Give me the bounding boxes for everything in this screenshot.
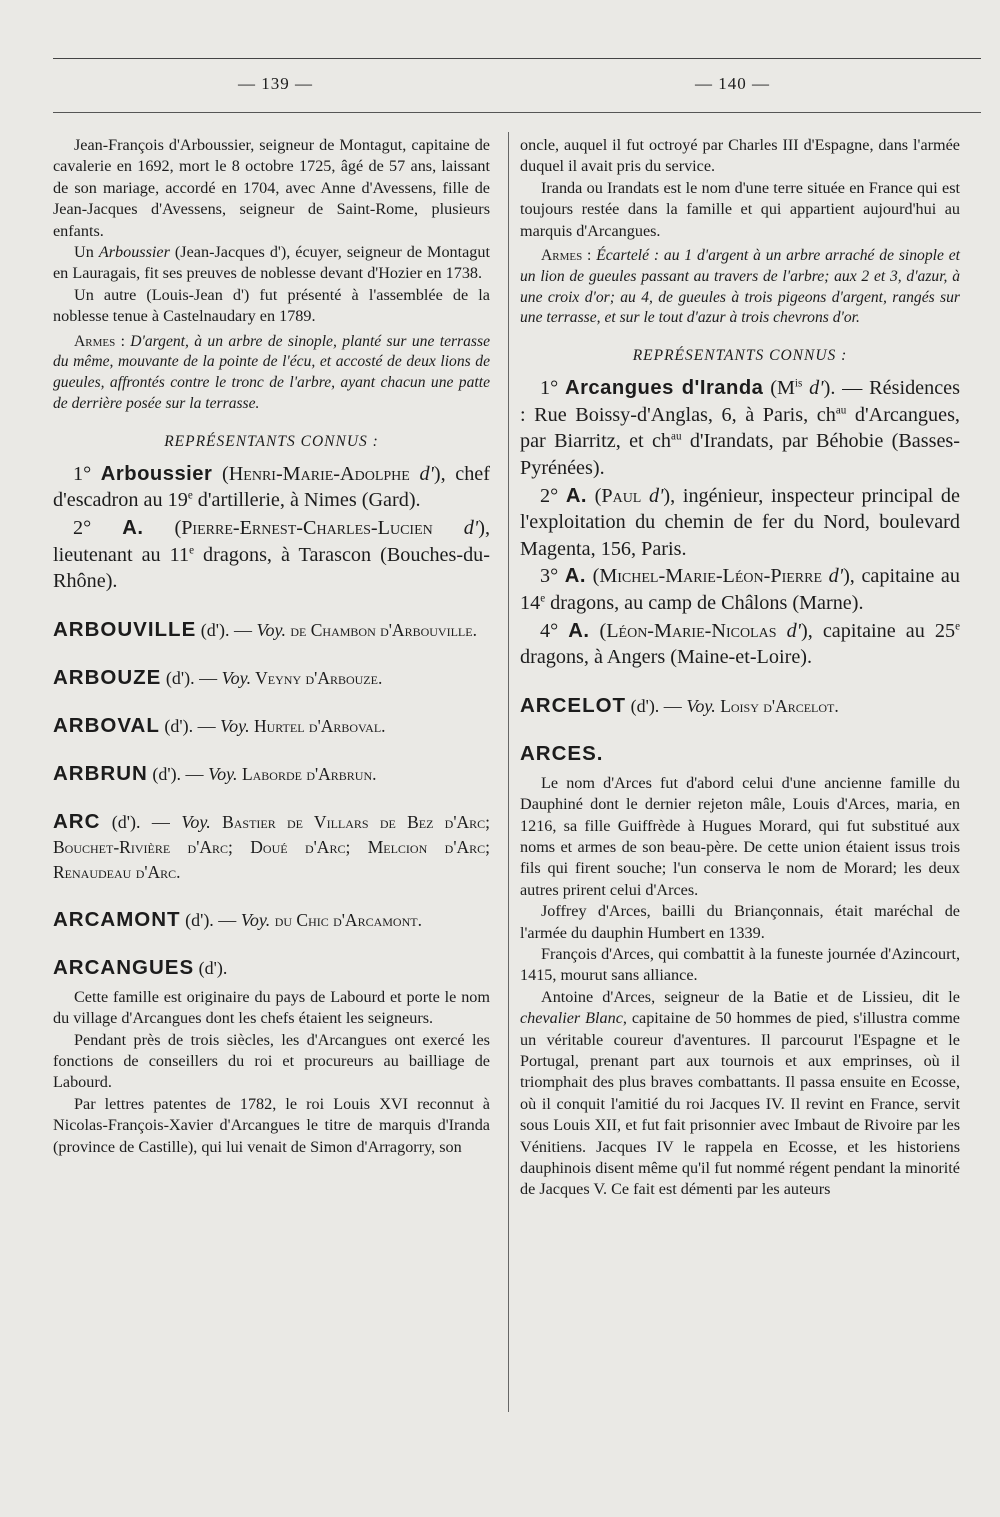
representative-item: 3° A. (Michel-Marie-Léon-Pierre d'), capitaine au 14e dragons, au camp de Châlons (Marne). (520, 565, 960, 614)
representative-item: 2° A. (Pierre-Ernest-Charles-Lucien d'), lieutenant au 11e dragons, à Tarascon (Bouches-du-Rhône). (53, 517, 490, 593)
paragraph: Jean-François d'Arboussier, seigneur de Montagut, capitaine de cavalerie en 1692, mort le 8 octobre 1725, âgé de 57 ans, laissant de son mariage, accordé en 1704, avec Anne d'Avessens, fille de Jean-Jacques d'Avessens, seigneur de Saint-Rome, plusieurs enfants. (53, 136, 490, 240)
paragraph: Un autre (Louis-Jean d') fut présenté à l'assemblée de la noblesse tenue à Castelnaudary en 1789. (53, 285, 490, 326)
paragraph: oncle, auquel il fut octroyé par Charles III d'Espagne, dans l'armée duquel il avait pris du service. (520, 136, 960, 176)
entry-arbrun: ARBRUN (d'). — Voy. Laborde d'Arbrun. (53, 761, 377, 785)
arms-label: Armes : (74, 332, 131, 350)
entry-arces: ARCES. (520, 741, 604, 765)
paragraph: Pendant près de trois siècles, les d'Arcangues ont exercé les fonctions de conseillers du roi et procureurs au bailliage de Labourd. (53, 1030, 490, 1092)
paragraph: Cette famille est originaire du pays de Labourd et porte le nom du village d'Arcangues dont les chefs étaient les seigneurs. (53, 987, 490, 1028)
entry-arcangues: ARCANGUES (d'). (53, 955, 228, 979)
paragraph: Par lettres patentes de 1782, le roi Louis XVI reconnut à Nicolas-François-Xavier d'Arcangues le titre de marquis d'Iranda (province de Castille), qui lui venait de Simon d'Arragorry, son (53, 1094, 490, 1156)
paragraph: Un Arboussier (Jean-Jacques d'), écuyer, seigneur de Montagut en Lauragais, fit ses preuves de noblesse devant d'Hozier en 1738. (53, 243, 490, 283)
entry-arbouze: ARBOUZE (d'). — Voy. Veyny d'Arbouze. (53, 665, 383, 689)
representative-item: 1° Arboussier (Henri-Marie-Adolphe d'), chef d'escadron au 19e d'artillerie, à Nimes (Gard). (53, 462, 490, 512)
right-column (520, 135, 960, 1201)
entry-arc: ARC (d'). — Voy. Bastier de Villars de Bez d'Arc; Bouchet-Rivière d'Arc; Doué d'Arc; Melcion d'Arc; Renaudeau d'Arc. (53, 809, 490, 882)
entry-arboval: ARBOVAL (d'). — Voy. Hurtel d'Arboval. (53, 713, 386, 737)
page-number-right: — 140 — (695, 74, 770, 93)
arms-blazon: Armes : D'argent, à un arbre de sinople, planté sur une terrasse du même, mouvante de la pointe de l'écu, et accosté de deux lions de gueules, affrontés contre le tronc de l'arbre, ayant chacun une patte de derrière posée sur la terrasse. (53, 332, 490, 413)
top-rule (53, 58, 981, 59)
paragraph: Iranda ou Irandats est le nom d'une terre située en France qui est toujours restée dans la famille et qui appartient aujourd'hui au marquis d'Arcangues. (520, 178, 960, 240)
representative-item: 4° A. (Léon-Marie-Nicolas d'), capitaine au 25e dragons, à Angers (Maine-et-Loire). (520, 619, 960, 669)
section-heading: REPRÉSENTANTS CONNUS : (632, 347, 848, 365)
paragraph: Le nom d'Arces fut d'abord celui d'une ancienne famille du Dauphiné dont le dernier rejeton mâle, Louis d'Arces, maria, en 1216, sa fille Guiffrède à Hugues Morard, qui fut substitué aux noms et armes de son beau-père. De cette union étaient issus trois fils qui firent souche; l'un conserva le nom de Morard; les deux autres prirent celui d'Arces. (520, 773, 960, 899)
section-heading: REPRÉSENTANTS CONNUS : (164, 432, 379, 450)
entry-arbouville: ARBOUVILLE (d'). — Voy. de Chambon d'Arbouville. (53, 617, 477, 641)
paragraph: François d'Arces, qui combattit à la funeste journée d'Azincourt, 1415, mourut sans alliance. (520, 945, 960, 985)
representative-item: 2° A. (Paul d'), ingénieur, inspecteur principal de l'exploitation du chemin de fer du Nord, boulevard Magenta, 156, Paris. (520, 484, 960, 560)
page-number-left: — 139 — (238, 74, 313, 93)
paragraph: Joffrey d'Arces, bailli du Briançonnais, était maréchal de l'armée du dauphin Humbert en 1339. (520, 902, 960, 942)
header-rule (53, 112, 981, 113)
paragraph: Antoine d'Arces, seigneur de la Batie et de Lissieu, dit le chevalier Blanc, capitaine de 50 hommes de pied, s'illustra comme un véritable coureur d'aventures. Il parcourut l'Espagne et le Portugal, prenant part aux tournois et aux emprinses, où il triomphait des plus braves combattants. Il passa ensuite en Ecosse, où il conquit l'amitié du roi Jacques IV. Il revint en France, servit sous Louis XII, et fut fait prisonnier avec Imbaut de Rivoire par les Vénitiens. Jacques IV le rappela en Ecosse, et les historiens dauphinois disent même qu'il fut nommé régent pendant la minorité de Jacques V. Ce fait est démenti par les auteurs (520, 987, 960, 1199)
arms-label: Armes : (541, 247, 597, 265)
entry-arcamont: ARCAMONT (d'). — Voy. du Chic d'Arcamont. (53, 907, 422, 931)
arms-blazon: Armes : Écartelé : au 1 d'argent à un arbre arraché de sinople et un lion de gueules passant au travers de l'arbre; aux 2 et 3, d'azur, à une croix d'or; au 4, de gueules à trois pigeons d'argent, rangés sur une terrasse, et sur le tout d'azur à trois chevrons d'or. (520, 247, 960, 327)
entry-arcelot: ARCELOT (d'). — Voy. Loisy d'Arcelot. (520, 693, 839, 717)
left-column (53, 135, 490, 1158)
column-divider (508, 132, 509, 1412)
representative-item: 1° Arcangues d'Iranda ($M^{is}$ d'). — Résidences : Rue Boissy-d'Anglas, 6, à Paris, $ch^{au}$ d'Arcangues, par Biarritz, et $ch^{au}$ d'Irandats, par Béhobie (Basses-Pyrénées). (520, 377, 961, 479)
